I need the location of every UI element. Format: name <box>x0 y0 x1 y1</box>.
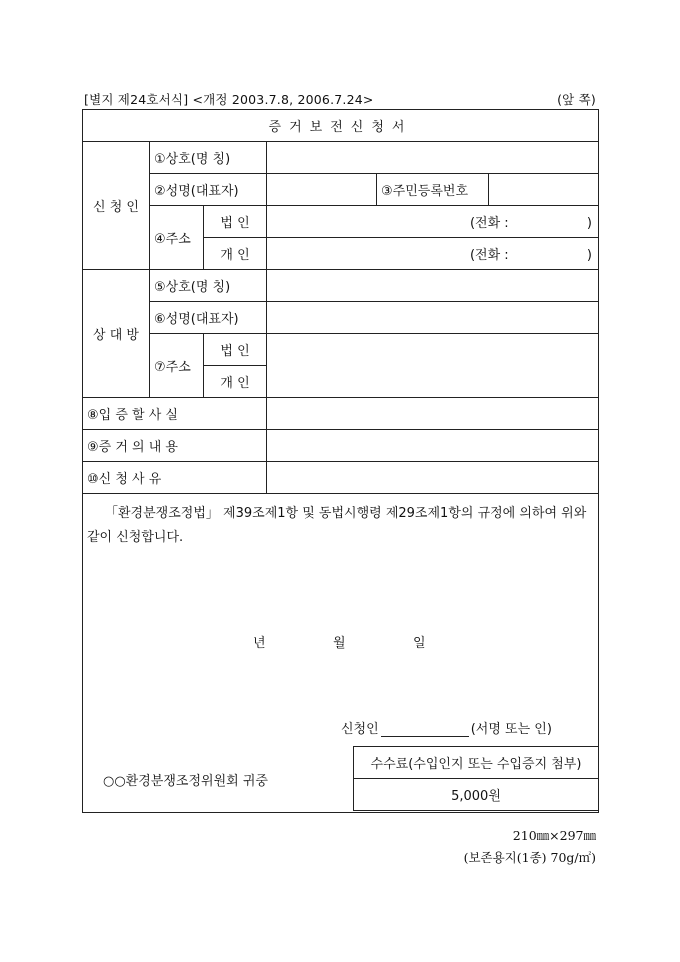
respondent-name-label: ⑥성명(대표자) <box>150 302 267 334</box>
respondent-individual-label: 개 인 <box>204 366 267 398</box>
date-month: 월 <box>333 636 346 651</box>
phone-close: ) <box>586 248 592 263</box>
fee-label: 수수료(수입인지 또는 수입증지 첨부) <box>354 747 599 779</box>
fact-to-prove-label: ⑧입 증 할 사 실 <box>83 398 267 430</box>
applicant-name-field[interactable] <box>267 174 377 206</box>
form-title: 증거보전신청서 <box>83 110 599 142</box>
date-year: 년 <box>253 636 266 651</box>
signature-line <box>341 718 552 737</box>
respondent-business-name-label: ⑤상호(명 칭) <box>150 270 267 302</box>
evidence-content-field[interactable] <box>267 430 599 462</box>
page-side-label: (앞 쪽) <box>557 92 596 107</box>
respondent-name-field[interactable] <box>267 302 599 334</box>
applicant-address-label: ④주소 <box>150 206 204 270</box>
applicant-business-name-field[interactable] <box>267 142 599 174</box>
applicant-name-label: ②성명(대표자) <box>150 174 267 206</box>
fee-amount: 5,000원 <box>354 779 599 811</box>
recipient-label: ○○환경분쟁조정위원회 귀중 <box>103 774 268 789</box>
signature-suffix: (서명 또는 인) <box>470 722 552 737</box>
application-reason-field[interactable] <box>267 462 599 494</box>
applicant-individual-address-field[interactable] <box>267 238 599 270</box>
applicant-corporate-label: 법 인 <box>204 206 267 238</box>
applicant-section-label: 신 청 인 <box>83 142 150 270</box>
respondent-business-name-field[interactable] <box>267 270 599 302</box>
signature-field[interactable] <box>381 724 469 737</box>
paper-size-note: 210㎜×297㎜ <box>512 828 596 843</box>
form-number-header: [별지 제24호서식] <개정 2003.7.8, 2006.7.24> <box>84 92 374 107</box>
applicant-resident-no-field[interactable] <box>489 174 599 206</box>
respondent-section-label: 상 대 방 <box>83 270 150 398</box>
applicant-business-name-label: ①상호(명 칭) <box>150 142 267 174</box>
paper-type-note: (보존용지(1종) 70g/㎡) <box>463 850 596 865</box>
respondent-address-label: ⑦주소 <box>150 334 204 398</box>
applicant-corporate-address-field[interactable] <box>267 206 599 238</box>
phone-label: (전화 : <box>469 216 509 231</box>
statement-section <box>83 494 599 813</box>
respondent-address-field[interactable] <box>267 334 599 398</box>
fact-to-prove-field[interactable] <box>267 398 599 430</box>
evidence-content-label: ⑨증 거 의 내 용 <box>83 430 267 462</box>
applicant-individual-label: 개 인 <box>204 238 267 270</box>
signature-label: 신청인 <box>341 722 379 737</box>
date-day: 일 <box>413 636 426 651</box>
fee-box <box>353 746 599 811</box>
respondent-corporate-label: 법 인 <box>204 334 267 366</box>
applicant-resident-no-label: ③주민등록번호 <box>377 174 489 206</box>
application-reason-label: ⑩신 청 사 유 <box>83 462 267 494</box>
phone-close: ) <box>586 216 592 231</box>
evidence-preservation-form <box>82 109 599 813</box>
statement-text: 「환경분쟁조정법」 제39조제1항 및 동법시행령 제29조제1항의 규정에 의하여 위와 같이 신청합니다. <box>87 506 587 545</box>
phone-label: (전화 : <box>469 248 509 263</box>
